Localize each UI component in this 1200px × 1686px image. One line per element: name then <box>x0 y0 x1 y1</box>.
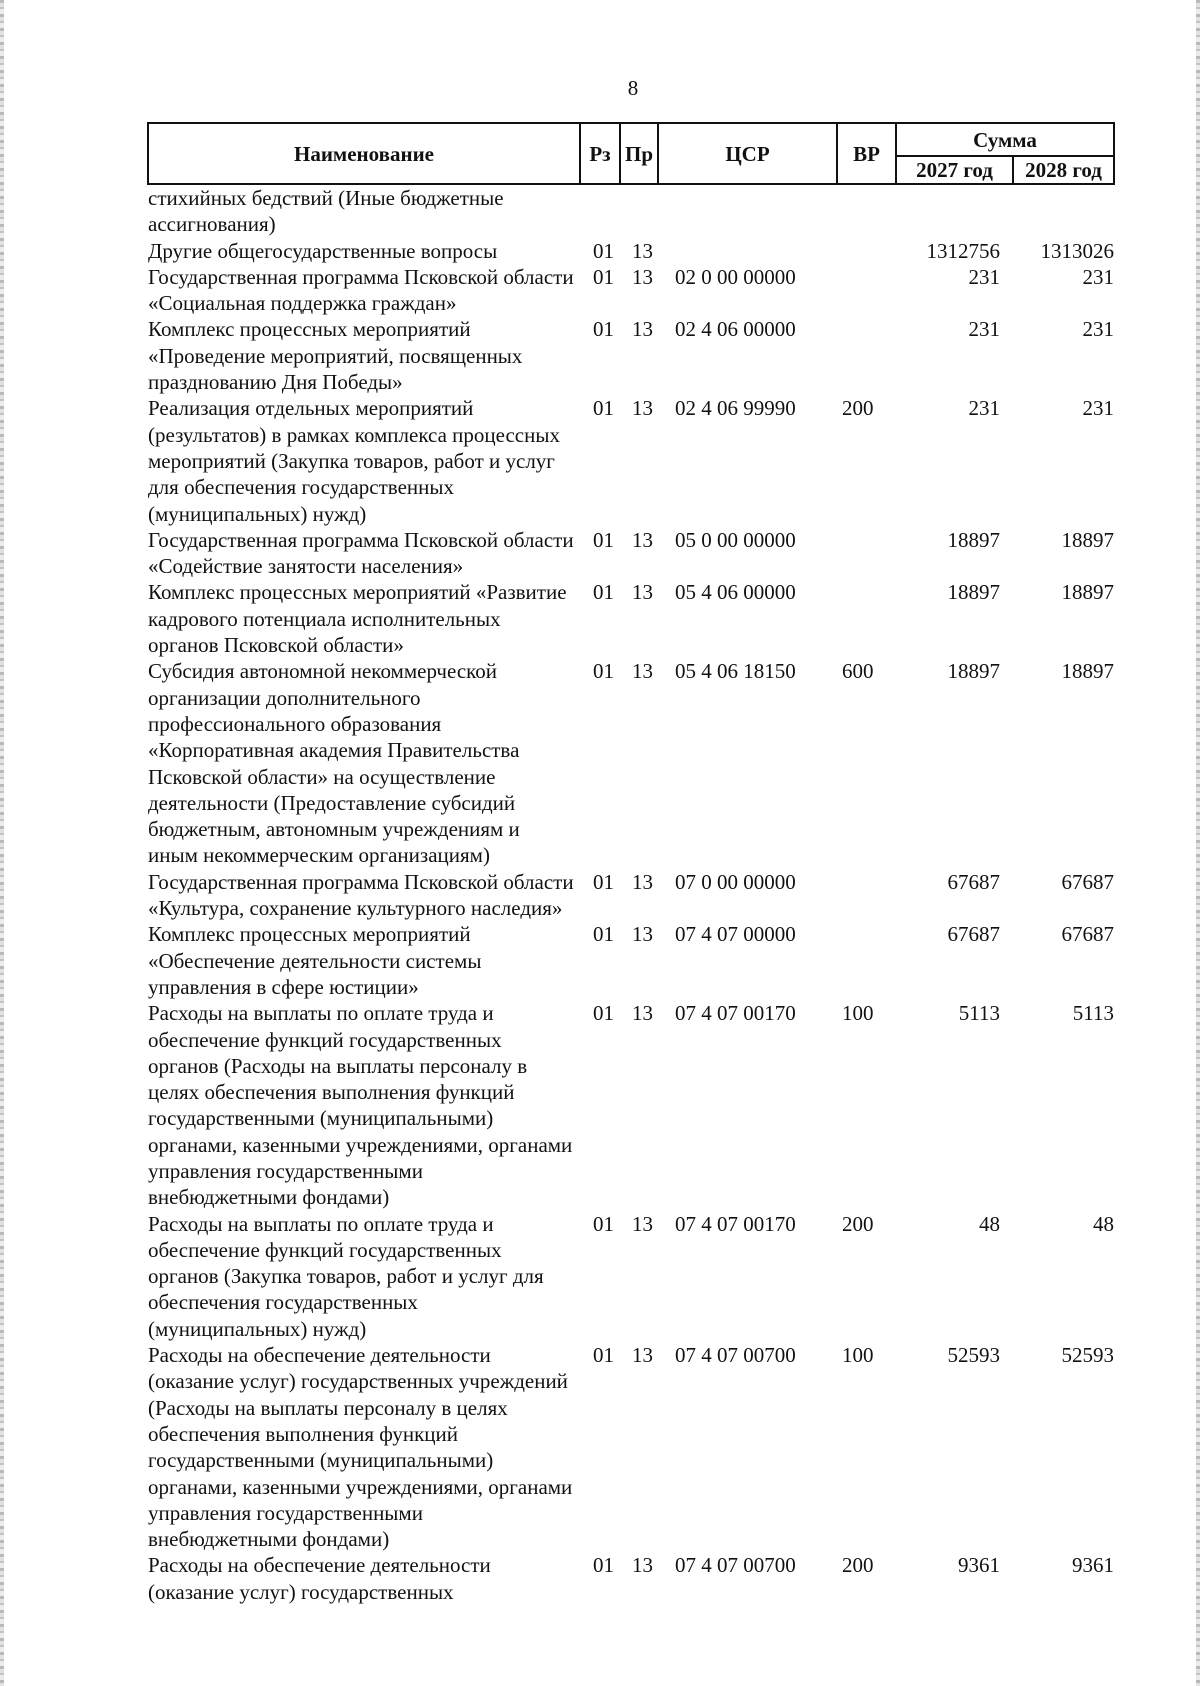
cell-name: Государственная программа Псковской области «Содействие занятости населения» <box>148 527 574 579</box>
cell-name: Расходы на выплаты по оплате труда и обеспечение функций государственных органов (Закупка товаров, работ и услуг для обеспечения государственных (муниципальных) нужд) <box>148 1211 544 1341</box>
table-row <box>148 1000 1114 1210</box>
cell-pr: 13 <box>632 317 653 342</box>
cell-csr <box>658 238 837 264</box>
cell-vr <box>837 316 896 395</box>
cell-sum-2028: 1313026 <box>1040 238 1114 263</box>
cell-pr: 13 <box>632 527 653 552</box>
cell-pr: 13 <box>632 869 653 894</box>
cell-sum-2028: 231 <box>1082 317 1114 342</box>
cell-csr: 02 0 00 00000 <box>675 264 796 289</box>
cell-sum-2028: 48 <box>1093 1211 1114 1236</box>
cell-sum-2027: 231 <box>968 317 1000 342</box>
header-pr: Пр <box>620 123 658 184</box>
cell-csr: 07 4 07 00700 <box>675 1553 796 1578</box>
cell-rz: 01 <box>593 1343 614 1368</box>
cell-vr: 200 <box>842 396 874 421</box>
cell-pr: 13 <box>632 1553 653 1578</box>
cell-pr: 13 <box>632 922 653 947</box>
cell-vr: 200 <box>842 1553 874 1578</box>
cell-sum-2027: 52593 <box>947 1343 1000 1368</box>
cell-csr: 05 4 06 18150 <box>675 659 796 684</box>
cell-sum-2028: 5113 <box>1072 1001 1114 1026</box>
cell-vr <box>837 921 896 1000</box>
table-row <box>148 921 1114 1000</box>
cell-sum-2027: 48 <box>979 1211 1000 1236</box>
cell-rz <box>580 184 620 238</box>
table-row <box>148 658 1114 868</box>
header-name: Наименование <box>148 123 580 184</box>
cell-name: Расходы на обеспечение деятельности (оказание услуг) государственных <box>148 1553 491 1604</box>
cell-name: Реализация отдельных мероприятий (результатов) в рамках комплекса процессных мероприятий (Закупка товаров, работ и услуг для обеспечения государственных (муниципальных) нужд) <box>148 396 560 526</box>
cell-pr: 13 <box>632 1343 653 1368</box>
cell-sum-2028: 9361 <box>1072 1553 1114 1578</box>
cell-sum-2027: 67687 <box>947 869 1000 894</box>
table-row <box>148 1342 1114 1552</box>
cell-vr <box>837 579 896 658</box>
cell-sum-2027: 9361 <box>958 1553 1000 1578</box>
cell-vr <box>837 527 896 580</box>
cell-sum-2027: 18897 <box>947 580 1000 605</box>
table-row <box>148 316 1114 395</box>
cell-name: Комплекс процессных мероприятий «Развитие кадрового потенциала исполнительных органов Псковской области» <box>148 580 567 658</box>
cell-name: Комплекс процессных мероприятий «Проведение мероприятий, посвященных празднованию Дня Победы» <box>148 317 523 395</box>
cell-csr: 05 4 06 00000 <box>675 580 796 605</box>
cell-pr: 13 <box>632 264 653 289</box>
cell-sum-2028 <box>1013 184 1114 238</box>
cell-rz: 01 <box>593 1553 614 1578</box>
cell-rz: 01 <box>593 238 614 263</box>
header-vr: ВР <box>837 123 896 184</box>
table-body <box>148 184 1114 1605</box>
cell-vr <box>837 238 896 264</box>
cell-csr: 07 4 07 00700 <box>675 1343 796 1368</box>
table-row <box>148 527 1114 580</box>
cell-pr: 13 <box>632 238 653 263</box>
table-row <box>148 1211 1114 1342</box>
table-row <box>148 869 1114 922</box>
page-number: 8 <box>627 76 639 100</box>
cell-sum-2027: 231 <box>968 396 1000 421</box>
cell-sum-2028: 52593 <box>1061 1343 1114 1368</box>
cell-pr: 13 <box>632 580 653 605</box>
cell-rz: 01 <box>593 527 614 552</box>
table-row <box>148 264 1114 317</box>
table-row <box>148 579 1114 658</box>
cell-sum-2027: 1312756 <box>926 238 1000 263</box>
cell-name: Субсидия автономной некоммерческой организации дополнительного профессионального образования «Корпоративная академия Правительства Псковской области» на осуществление деятельности (Предоставление субсидий бюджетным, автономным учреждениям и иным некоммерческим организациям) <box>148 659 520 868</box>
cell-csr: 07 4 07 00170 <box>675 1001 796 1026</box>
cell-csr: 02 4 06 00000 <box>675 317 796 342</box>
cell-sum-2028: 18897 <box>1061 527 1114 552</box>
cell-name: Другие общегосударственные вопросы <box>148 238 498 263</box>
cell-rz: 01 <box>593 264 614 289</box>
cell-sum-2027: 18897 <box>947 527 1000 552</box>
cell-csr: 07 0 00 00000 <box>675 869 796 894</box>
cell-name: Государственная программа Псковской области «Культура, сохранение культурного наследия» <box>148 869 574 921</box>
cell-sum-2028: 18897 <box>1061 580 1114 605</box>
cell-vr <box>837 264 896 317</box>
cell-sum-2028: 67687 <box>1061 869 1114 894</box>
cell-sum-2027 <box>896 184 1013 238</box>
cell-name: Расходы на обеспечение деятельности (оказание услуг) государственных учреждений (Расходы на выплаты персоналу в целях обеспечения выполнения функций государственными (муниципальными) органами, казенными учреждениями, органами управления государственными внебюджетными фондами) <box>148 1343 573 1552</box>
cell-csr: 07 4 07 00000 <box>675 922 796 947</box>
cell-name: стихийных бедствий (Иные бюджетные ассигнования) <box>148 186 504 237</box>
cell-pr: 13 <box>632 659 653 684</box>
cell-name: Расходы на выплаты по оплате труда и обеспечение функций государственных органов (Расходы на выплаты персоналу в целях обеспечения выполнения функций государственными (муниципальными) органами, казенными учреждениями, органами управления государственными внебюджетными фондами) <box>148 1001 573 1210</box>
cell-sum-2028: 231 <box>1082 396 1114 421</box>
header-csr: ЦСР <box>658 123 837 184</box>
cell-csr <box>658 184 837 238</box>
cell-csr: 02 4 06 99990 <box>675 396 796 421</box>
table-row <box>148 184 1114 238</box>
table-header <box>148 123 1114 184</box>
cell-rz: 01 <box>593 396 614 421</box>
cell-vr <box>837 869 896 922</box>
scan-edge-right <box>1196 0 1200 1686</box>
cell-sum-2028: 67687 <box>1061 922 1114 947</box>
cell-sum-2028: 18897 <box>1061 659 1114 684</box>
header-rz: Рз <box>580 123 620 184</box>
cell-rz: 01 <box>593 317 614 342</box>
cell-sum-2027: 5113 <box>958 1001 1000 1026</box>
cell-sum-2027: 231 <box>968 264 1000 289</box>
table-row <box>148 238 1114 264</box>
cell-rz: 01 <box>593 869 614 894</box>
scan-edge-left <box>0 0 4 1686</box>
cell-sum-2027: 18897 <box>947 659 1000 684</box>
header-year-2027: 2027 год <box>896 156 1013 184</box>
cell-rz: 01 <box>593 580 614 605</box>
cell-csr: 05 0 00 00000 <box>675 527 796 552</box>
cell-vr <box>837 184 896 238</box>
cell-vr: 600 <box>842 659 874 684</box>
cell-rz: 01 <box>593 1211 614 1236</box>
budget-table <box>147 122 1115 1605</box>
cell-rz: 01 <box>593 659 614 684</box>
cell-vr: 200 <box>842 1211 874 1236</box>
cell-vr: 100 <box>842 1001 874 1026</box>
cell-rz: 01 <box>593 1001 614 1026</box>
cell-sum-2027: 67687 <box>947 922 1000 947</box>
cell-pr: 13 <box>632 1001 653 1026</box>
cell-name: Государственная программа Псковской области «Социальная поддержка граждан» <box>148 264 574 316</box>
cell-name: Комплекс процессных мероприятий «Обеспечение деятельности системы управления в сфере юстиции» <box>148 922 482 999</box>
cell-sum-2028: 231 <box>1082 264 1114 289</box>
cell-pr: 13 <box>632 1211 653 1236</box>
cell-pr <box>620 184 658 238</box>
cell-csr: 07 4 07 00170 <box>675 1211 796 1236</box>
cell-rz: 01 <box>593 922 614 947</box>
table-row <box>148 395 1114 526</box>
header-sum: Сумма <box>896 123 1114 156</box>
header-year-2028: 2028 год <box>1013 156 1114 184</box>
cell-pr: 13 <box>632 396 653 421</box>
table-row <box>148 1552 1114 1605</box>
cell-vr: 100 <box>842 1343 874 1368</box>
